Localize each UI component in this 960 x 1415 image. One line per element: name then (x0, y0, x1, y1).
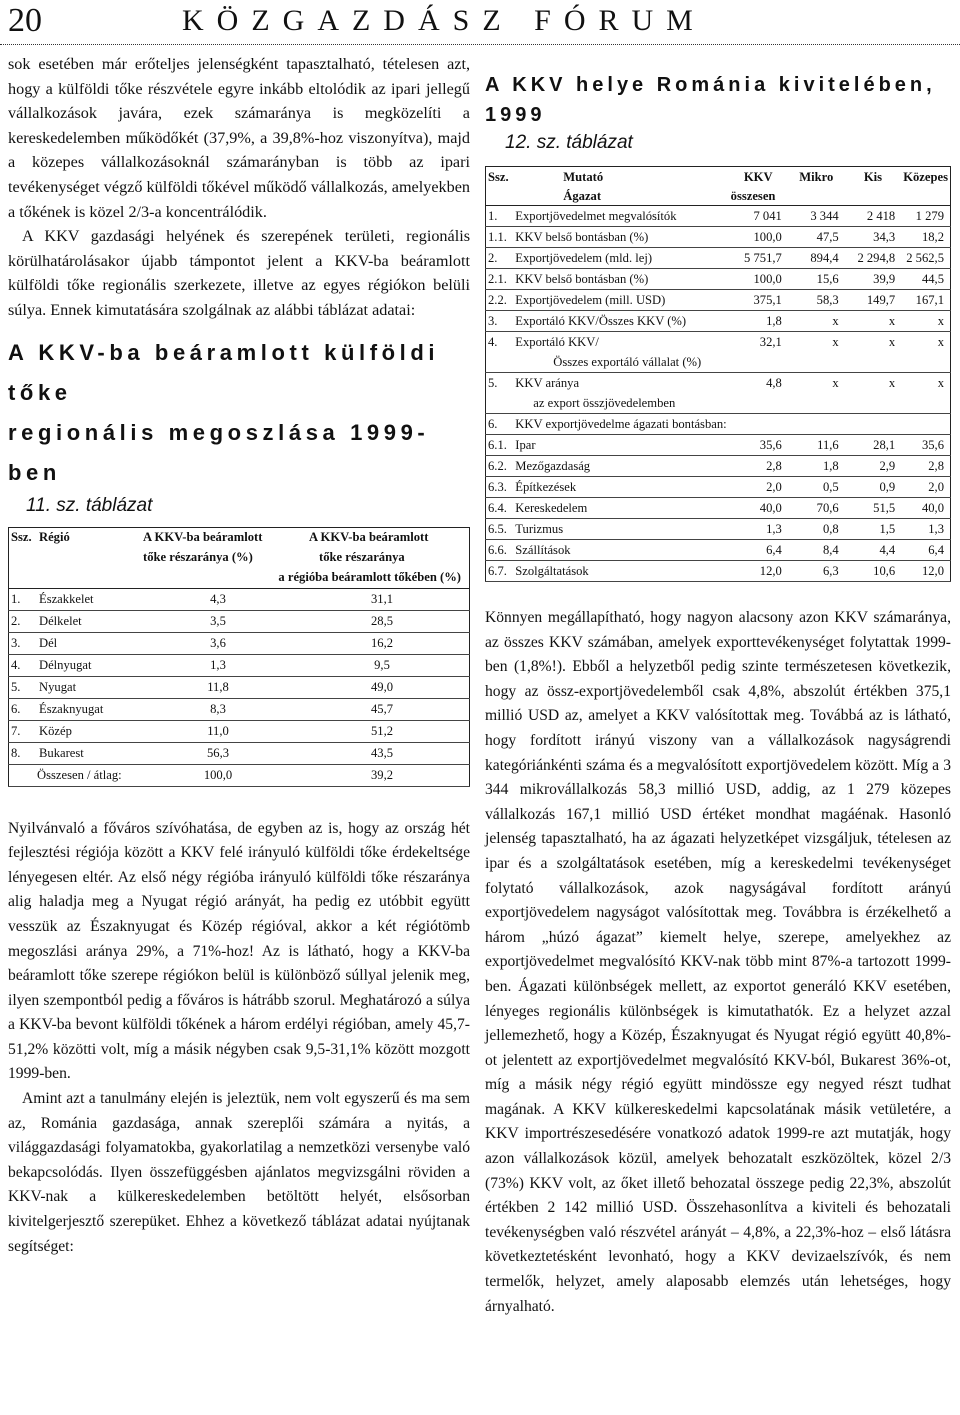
table11-cell-ssz: 7. (9, 720, 38, 742)
table11-cell-regio: Bukarest (37, 742, 141, 764)
table12-cell-kozepes: 44,5 (901, 269, 950, 290)
table12-cell-label: KKV exportjövedelme ágazati bontásban: (513, 414, 728, 435)
table12-cell-label: Szolgáltatások (513, 561, 728, 582)
table12-row (486, 519, 951, 540)
table12-row-continuation (486, 352, 951, 373)
table12-cell-ssz: 3. (486, 311, 514, 332)
table12-row (486, 540, 951, 561)
table12-cell-ssz: 6.5. (486, 519, 514, 540)
table12-cell-kozepes: x (937, 375, 944, 390)
table11-cell-v1: 3,5 (141, 610, 295, 632)
table11-cell-v1: 8,3 (141, 698, 295, 720)
table11-cell-ssz: 1. (9, 588, 38, 610)
table12-row (486, 269, 951, 290)
table11-cell-v2: 31,1 (295, 588, 470, 610)
table12-cell-kozepes: 2,8 (901, 456, 950, 477)
table12-cell-mikro: 8,4 (788, 540, 845, 561)
table12-header-row-1 (486, 167, 951, 188)
table12-cell-kis: x (888, 375, 896, 390)
table12-cell-mikro: 0,5 (788, 477, 845, 498)
table12-row (486, 227, 951, 248)
table12-cell-kis: x (845, 311, 902, 332)
table11-cell-ssz: 8. (9, 742, 38, 764)
table12-cell-ssz: 1.1. (486, 227, 514, 248)
table12-title: A KKV helye Románia kivitelében, 1999 (485, 74, 936, 126)
table11-row (9, 654, 470, 676)
table12-cell-kis (845, 414, 902, 435)
table11-cell-v2: 39,2 (295, 764, 470, 786)
left-paragraph-4: Amint azt a tanulmány elején is jeleztük, nem volt egyszerű és ma sem az, Románia gazdasága, annak szereplői számára a nyitás, a világgazdasági folyamatokba, gyakorlatilag a nemzetközi versenybe való bekapcsolódás. Ilyen összefüggésben ajánlatos megvizsgálni röviden a KKV-nak a külkereskedelemben betöltött helyét, elsősorban kivitelgerjesztő szerepüket. Ehhez a következő táblázat adatai nyújtanak segítséget: (8, 1090, 470, 1255)
table11-cell-v1: 11,0 (141, 720, 295, 742)
table12-cell-kis: 2,9 (845, 456, 902, 477)
table12-cell-ssz: 6.6. (486, 540, 514, 561)
table12-cell-kkv: 1,3 (729, 519, 788, 540)
table12-cell-kis: 10,6 (845, 561, 902, 582)
table11-number: 11. sz. táblázat (26, 494, 153, 516)
table12-cell-kkv: 375,1 (729, 290, 788, 311)
table11-header-row-3 (9, 568, 470, 589)
table12-cell-kkv: 5 751,7 (729, 248, 788, 269)
table12-cell-label: Exportjövedelem (mld. lej) (513, 248, 728, 269)
table12-cell-kis: x (888, 334, 896, 349)
table11-title (8, 333, 470, 493)
table12-h-osszesen: összesen (729, 187, 788, 206)
table11-h-col2c: a régióba beáramlott tőkében (%) (141, 568, 470, 589)
table12-cell-ssz: 4. (488, 334, 498, 349)
table11-cell-ssz: 3. (9, 632, 38, 654)
table11-cell-v1: 100,0 (141, 764, 295, 786)
table11-cell-regio: Nyugat (37, 676, 141, 698)
table12-row (486, 206, 951, 227)
table11-row (9, 610, 470, 632)
table12-cell-kozepes: 18,2 (901, 227, 950, 248)
table11-row (9, 764, 470, 786)
table12-row (486, 373, 951, 394)
table12-cell-ssz: 2.2. (486, 290, 514, 311)
table11-cell-v2: 16,2 (295, 632, 470, 654)
table12-cell-mikro: 0,8 (788, 519, 845, 540)
table12-cell-mikro: x (832, 334, 839, 349)
table12-cell-kis: 2 418 (845, 206, 902, 227)
table12-cell-kkv (729, 414, 788, 435)
table11-row (9, 632, 470, 654)
left-paragraph-3: Nyilvánvaló a főváros szívóhatása, de egyben az is, hogy az ország hét fejlesztési régiója között a KKV felé irányuló külföldi tőke érdekeltsége lényegesen eltér. Az első négy régióba irányuló külföldi tőke részaránya alig haladja meg a Nyugat régió arányát, ha pedig ez utóbbit együtt vesszük az Északnyugat és Közép régióval, akkor a két régiótömb megoszlási aránya 29%, a 71%-hoz! Az is látható, hogy a KKV-ba beáramlott tőke szerepe régiókon belül is különböző súllyal jelenik meg, ilyen szempontból pedig a főváros is hátrább szorul. Meghatározó a súlya a KKV-ba bevont külföldi tőkének a három erdélyi régióban, amely 45,7-51,2% közötti volt, míg a másik négyben csak 9,5-31,1% között mozgott 1999-ben. (8, 819, 470, 1083)
table11-cell-v1: 56,3 (141, 742, 295, 764)
table12-cell-label: Ipar (513, 435, 728, 456)
table12-row (486, 561, 951, 582)
table11-cell-ssz (9, 764, 38, 786)
table11-cell-v2: 9,5 (295, 654, 470, 676)
table11-cell-v2: 28,5 (295, 610, 470, 632)
table12-cell-ssz: 2. (486, 248, 514, 269)
table12-cell-kozepes (901, 414, 950, 435)
table11-cell-v1: 11,8 (141, 676, 295, 698)
table11-header-row-1 (9, 527, 470, 548)
table11-cell-regio: Északkelet (37, 588, 141, 610)
table11-header-row-2 (9, 548, 470, 568)
table12-number: 12. sz. táblázat (505, 132, 633, 153)
page-number: 20 (8, 2, 42, 39)
table12-cell-ssz: 6.4. (486, 498, 514, 519)
table12-h-kozepes: Közepes (903, 169, 948, 184)
table12-cell-kis: 1,5 (845, 519, 902, 540)
table12-cell-ssz: 6.2. (486, 456, 514, 477)
table12-cell-kis: 51,5 (845, 498, 902, 519)
table12-cell-empty (486, 352, 514, 373)
table12-cell-mikro: 1,8 (788, 456, 845, 477)
header-rule (0, 44, 960, 45)
left-column (8, 52, 470, 1259)
table12-cell-kis: 28,1 (845, 435, 902, 456)
right-column (485, 70, 951, 1319)
page-header (0, 0, 960, 46)
table12-cell-kis: 39,9 (845, 269, 902, 290)
table12-cell-kozepes: 167,1 (901, 290, 950, 311)
table11-cell-v1: 3,6 (141, 632, 295, 654)
table11-cell-ssz: 2. (9, 610, 38, 632)
table12-cell-ssz: 6.1. (486, 435, 514, 456)
table12-cell-mikro: 11,6 (788, 435, 845, 456)
table12-h-mikro: Mikro (799, 169, 834, 184)
table12-h-ssz: Ssz. (488, 169, 509, 184)
table11-cell-v1: 4,3 (141, 588, 295, 610)
table12-cell-kozepes: 6,4 (901, 540, 950, 561)
table12-cell-ssz: 5. (488, 375, 498, 390)
table11-h-regio: Régió (39, 530, 70, 545)
table12-cell-kozepes: 1 279 (901, 206, 950, 227)
table12-cell-kis: 0,9 (845, 477, 902, 498)
table12-cell-label: Kereskedelem (513, 498, 728, 519)
table12-cell-ssz: 6. (486, 414, 514, 435)
table12-cell-kozepes: 35,6 (901, 435, 950, 456)
table11-cell-regio: Összesen / átlag: (37, 764, 141, 786)
table12-h-kis: Kis (863, 169, 883, 184)
table11-row (9, 588, 470, 610)
table12-cell-label: Exportjövedelmet megvalósítók (513, 206, 728, 227)
table12-cell-kis: 34,3 (845, 227, 902, 248)
table12-cell-kozepes: x (901, 311, 950, 332)
table12-cell-kkv: 12,0 (729, 561, 788, 582)
table12-cell-kkv: 100,0 (729, 269, 788, 290)
table12-cell-kkv: 7 041 (729, 206, 788, 227)
table12-row (486, 332, 951, 353)
table11-cell-v2: 43,5 (295, 742, 470, 764)
table-11 (8, 527, 470, 787)
table12-cell-label: Exportjövedelem (mill. USD) (513, 290, 728, 311)
table11-cell-v2: 51,2 (295, 720, 470, 742)
table12-cell-kkv: 6,4 (729, 540, 788, 561)
left-paragraph-2: A KKV gazdasági helyének és szerepének területi, regionális körülhatárolásakor újabb támpontot jelent a KKV-ba beáramlott külföldi tőke regionális szerkezete, illetve az egyes régiókon belüli súlya. Ennek kimutatására szolgálnak az alábbi táblázat adatai: (8, 227, 470, 319)
table12-cell-kkv: 35,6 (729, 435, 788, 456)
table12-cell-label: Exportáló KKV/ (515, 334, 599, 349)
table11-h-col2b: tőke részaránya (319, 550, 405, 565)
table12-cell-kis: 4,4 (845, 540, 902, 561)
table12-cell-kozepes: x (937, 334, 944, 349)
table12-cell-mikro: 3 344 (788, 206, 845, 227)
table12-cell-empty (486, 393, 514, 414)
table12-cell-mikro: 70,6 (788, 498, 845, 519)
table12-cell-mikro: 47,5 (788, 227, 845, 248)
table12-cell-label-cont: az export összjövedelemben (513, 393, 950, 414)
table12-cell-kkv: 40,0 (729, 498, 788, 519)
table12-cell-mikro: 58,3 (788, 290, 845, 311)
table12-cell-mikro (788, 414, 845, 435)
table12-h-agazat: Ágazat (513, 187, 728, 206)
table12-cell-kis: 149,7 (845, 290, 902, 311)
table12-row (486, 498, 951, 519)
table11-h-col1a: A KKV-ba beáramlott (143, 530, 263, 545)
table12-row (486, 435, 951, 456)
table12-cell-label: Turizmus (513, 519, 728, 540)
table11-h-ssz: Ssz. (11, 530, 32, 545)
table11-cell-ssz: 4. (9, 654, 38, 676)
table12-cell-label: Mezőgazdaság (513, 456, 728, 477)
table12-cell-mikro: 6,3 (788, 561, 845, 582)
table12-cell-kozepes: 2,0 (901, 477, 950, 498)
right-paragraph-1: Könnyen megállapítható, hogy nagyon alacsony azon KKV számaránya, az összes KKV számában, amelyek exporttevékenységet folytattak 1999-ben (1,8%!). Ebből a helyzetből pedig szinte természetesen következik, hogy az össz-exportjövedelemből csak 4,8%, abszolút értékben 375,1 millió USD az, amelyet a KKV valósítottak meg. Továbbá az is látható, hogy fordított irányú viszony van a vállalkozások nagyságrendi kategóriánkénti száma és a megvalósított exportjövedelem között. Míg a 3 344 mikrovállalkozás 58,3 millió USD, addig, az 1 279 közepes vállalkozás 167,1 millió USD értéket mondhat magáénak. Hasonló jelenség tapasztalható, ha az ágazati helyzetképet vizsgáljuk, tételesen az ipar és a szolgáltatások esetében, míg a kereskedelmi tevékenységet folytató vállalkozások, azok nagyságával fordított arányú exportjövedelem nagyságot valósítottak meg. Továbbra is érzékelhető a három „húzó ágazat” kiemelt helye, szerepe, amelyekhez az exportjövedelmet megvalósító KKV-nak több mint 87%-a tartozott 1999-ben. Ágazati különbségek mellett, az exportot generáló KKV esetében, lényeges regionális különbségek is kimutathatók. Ez a helyzet azzal jellemezhető, hogy a Közép, Északnyugat és Nyugat régió együtt 40,8%-ot jelentett az exportjövedelmet megvalósító KKV-ból, Bukarest 36%-ot, míg a másik négy régió együtt mindössze egy negyed részt tudhat magának. A KKV külkereskedelmi kapcsolatának másik vetületére, a KKV importrészesedésére vonatkozó adatok 1999-re azt mutatják, hogy azon vállalkozások közül, amelyek behozatalt eszközöltek, közel 2/3 (73%) KKV volt, az őket illető behozatal összege pedig 22,3%, abszolút értékben 2 142 millió USD. Összehasonlítva a kiviteli és behozatali tevékenységben való részvétel arányát – 4,8%, a 22,3%-hoz – első látásra következtetésként levonható, hogy a KKV devizaelszívók, és nem termelők, helyzet, amely alaposabb elemzés után lehetséges, hogy árnyalható. (485, 609, 951, 1315)
table11-cell-regio: Délnyugat (37, 654, 141, 676)
table12-cell-kozepes: 40,0 (901, 498, 950, 519)
table11-cell-regio: Közép (37, 720, 141, 742)
table12-h-mutato: Mutató (563, 169, 604, 184)
table12-cell-kozepes: 12,0 (901, 561, 950, 582)
table11-cell-regio: Dél (37, 632, 141, 654)
table12-cell-ssz: 1. (486, 206, 514, 227)
table12-cell-kozepes: 2 562,5 (901, 248, 950, 269)
table11-row (9, 698, 470, 720)
table12-row (486, 477, 951, 498)
table11-row (9, 676, 470, 698)
table12-row-continuation (486, 393, 951, 414)
table12-cell-ssz: 6.3. (486, 477, 514, 498)
table12-cell-mikro: 894,4 (788, 248, 845, 269)
table12-cell-kis: 2 294,8 (845, 248, 902, 269)
table12-cell-mikro: x (788, 311, 845, 332)
table11-cell-v2: 45,7 (295, 698, 470, 720)
table12-cell-ssz: 6.7. (486, 561, 514, 582)
table12-cell-label: Exportáló KKV/Összes KKV (%) (513, 311, 728, 332)
table12-cell-kkv: 1,8 (729, 311, 788, 332)
table11-row (9, 742, 470, 764)
table12-cell-label: Szállítások (513, 540, 728, 561)
left-paragraph-1: sok esetében már erőteljes jelenségként tapasztalható, tételesen azt, hogy a külföldi tőke részvétele egyre inkább eltolódik az ipari jellegű vállalkozások javára, ezek számaránya is megközelíti a kereskedelemben működőkét (37,9%, a 39,8%-hoz viszonyítva), majd a közepes vállalkozásoknál számarányban is több az ipari tevékenységet végző külföldi tőkével működő vállalkozás, amelyekben a tőkének is közel 2/3-a koncentrálódik. (8, 55, 470, 221)
table12-cell-mikro: x (832, 375, 839, 390)
table12-cell-kkv: 100,0 (729, 227, 788, 248)
table11-cell-regio: Északnyugat (37, 698, 141, 720)
table12-cell-label: KKV aránya (515, 375, 580, 390)
table12-h-kkv: KKV (743, 169, 773, 184)
table12-cell-kkv: 32,1 (759, 334, 782, 349)
table12-row (486, 414, 951, 435)
table12-cell-kkv: 4,8 (766, 375, 782, 390)
table11-cell-ssz: 5. (9, 676, 38, 698)
table12-row (486, 456, 951, 477)
table11-title-line1: A KKV-ba beáramlott külföldi tőke (8, 339, 440, 405)
table12-cell-kozepes: 1,3 (901, 519, 950, 540)
table12-cell-ssz: 2.1. (486, 269, 514, 290)
table12-cell-kkv: 2,8 (729, 456, 788, 477)
table11-h-col1b: tőke részaránya (%) (143, 550, 253, 565)
table-12 (485, 166, 951, 582)
table12-cell-mikro: 15,6 (788, 269, 845, 290)
table11-h-col2a: A KKV-ba beáramlott (309, 530, 429, 545)
table11-cell-ssz: 6. (9, 698, 38, 720)
table11-title-line2: regionális megoszlása 1999-ben (8, 419, 430, 485)
table11-cell-regio: Délkelet (37, 610, 141, 632)
table12-header-row-2 (486, 187, 951, 206)
table12-cell-label-cont: Összes exportáló vállalat (%) (513, 352, 950, 373)
table12-row (486, 311, 951, 332)
table11-cell-v1: 1,3 (141, 654, 295, 676)
table12-cell-label: KKV belső bontásban (%) (513, 269, 728, 290)
table11-cell-v2: 49,0 (295, 676, 470, 698)
journal-title: KÖZGAZDÁSZ FÓRUM (182, 4, 706, 37)
table12-row (486, 290, 951, 311)
table12-cell-label: Építkezések (513, 477, 728, 498)
table12-cell-kkv: 2,0 (729, 477, 788, 498)
table11-row (9, 720, 470, 742)
table12-row (486, 248, 951, 269)
table12-cell-label: KKV belső bontásban (%) (513, 227, 728, 248)
